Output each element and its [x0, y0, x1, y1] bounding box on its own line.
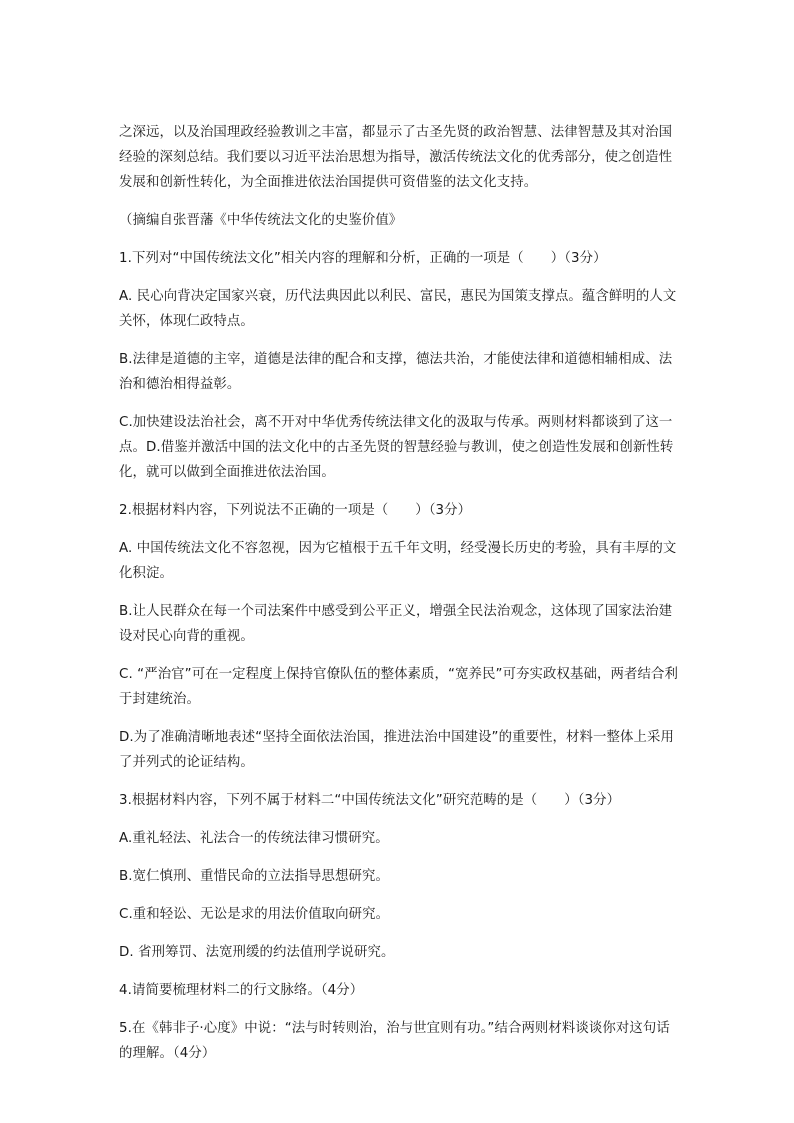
question-3-stem: 3.根据材料内容，下列不属于材料二“中国传统法文化”研究范畴的是（ ）（3分） [119, 793, 621, 808]
question-1-option-c: C.加快建设法治社会，离不开对中华优秀传统法律文化的汲取与传承。两则材料都谈到了这一点。D.借鉴并激活中国的法文化中的古圣先贤的智慧经验与教训，使之创造性发展和创新性转化，就可以做到全面推进依法治国。 [119, 415, 674, 480]
question-2-stem: 2.根据材料内容，下列说法不正确的一项是（ ）（3分） [119, 503, 472, 518]
intro-paragraph: 之深远，以及治国理政经验教训之丰富，都显示了古圣先贤的政治智慧、法律智慧及其对治国经验的深刻总结。我们要以习近平法治思想为指导，激活传统法文化的优秀部分，使之创造性发展和创新性转化，为全面推进依法治国提供可资借鉴的法文化支持。 [119, 125, 673, 190]
question-1-option-a: A. 民心向背决定国家兴衰，历代法典因此以利民、富民，惠民为国策支撑点。蕴含鲜明的人文关怀，体现仁政特点。 [119, 289, 677, 329]
question-1-stem: 1.下列对“中国传统法文化”相关内容的理解和分析，正确的一项是（ ）（3分） [119, 251, 607, 266]
question-2-option-d: D.为了准确清晰地表述“坚持全面依法治国，推进法治中国建设”的重要性，材料一整体上采用了并列式的论证结构。 [119, 730, 674, 770]
question-4-stem: 4.请简要梳理材料二的行文脉络。（4分） [119, 983, 364, 998]
question-3-option-c: C.重和轻讼、无讼是求的用法价值取向研究。 [119, 907, 390, 922]
document-content [119, 120, 679, 1079]
source-citation: （摘编自张晋藩《中华传统法文化的史鉴价值》 [119, 213, 403, 228]
question-2-option-b: B.让人民群众在每一个司法案件中感受到公平正义，增强全民法治观念，这体现了国家法治建设对民心向背的重视。 [119, 604, 673, 644]
question-5-stem: 5.在《韩非子·心度》中说：“法与时转则治，治与世宜则有功。”结合两则材料谈谈你对这句话的理解。（4分） [119, 1021, 670, 1061]
question-2-option-c: C. “严治官”可在一定程度上保持官僚队伍的整体素质，“宽养民”可夯实政权基础，两者结合利于封建统治。 [119, 667, 678, 707]
question-3-option-a: A.重礼轻法、礼法合一的传统法律习惯研究。 [119, 831, 389, 846]
question-3-option-b: B.宽仁慎刑、重惜民命的立法指导思想研究。 [119, 869, 389, 884]
question-2-option-a: A. 中国传统法文化不容忽视，因为它植根于五千年文明，经受漫长历史的考验，具有丰厚的文化积淀。 [119, 541, 677, 581]
question-1-option-b: B.法律是道德的主宰，道德是法律的配合和支撑，德法共治，才能使法律和道德相辅相成、法治和德治相得益彰。 [119, 352, 673, 392]
question-3-option-d: D. 省刑筹罚、法宽刑缓的约法值刑学说研究。 [119, 945, 395, 960]
